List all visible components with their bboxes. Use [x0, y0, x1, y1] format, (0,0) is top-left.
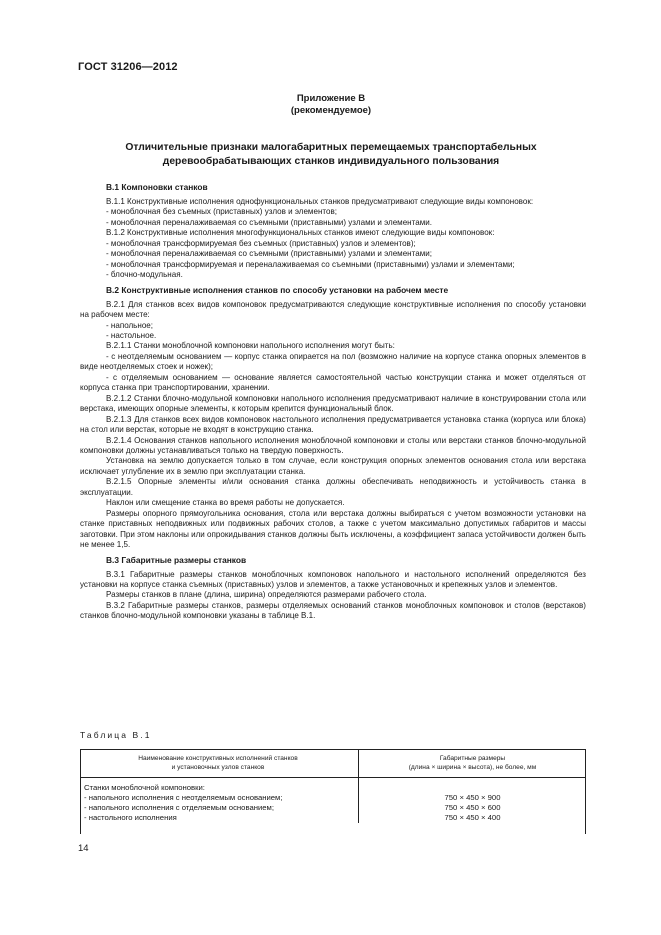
table-cell-name: Станки моноблочной компоновки: - напольного исполнения с неотделяемым основанием; - напольного исполнения с отделяемым основанием; - настольного исполнения [80, 778, 359, 824]
list-item: - напольное; [106, 320, 154, 330]
list-item: - с отделяемым основанием — основание является самостоятельной частью конструкции станка и может отделяться от корпуса станка при транспортировании, хранении. [80, 372, 586, 393]
list-item: - моноблочная трансформируемая и переналаживаемая со съемными (приставными) узлами и элементами; [106, 259, 515, 269]
table-header-row [80, 749, 586, 778]
list-item: - моноблочная трансформируемая без съемных (приставных) узлов и элементов); [106, 238, 416, 248]
paragraph-b3-plan: Размеры станков в плане (длина, ширина) определяются размерами рабочего стола. [106, 590, 427, 600]
paragraph-b2-1-2: В.2.1.2 Станки блочно-модульной компоновки напольного исполнения предусматривают наличие в конструировании стола или верстака, имеющих опорные элементы, к которым крепится функциональный блок. [80, 393, 586, 414]
table-caption: Таблица В.1 [80, 730, 152, 740]
paragraph-b2-1: В.2.1 Для станков всех видов компоновок предусматриваются следующие конструктивные исполнения по способу установки на рабочем месте: [80, 299, 586, 320]
list-item: - моноблочная переналаживаемая со съемными (приставными) узлами и элементами. [106, 217, 432, 227]
paragraph-b1-1: В.1.1 Конструктивные исполнения однофункциональных станков предусматривают следующие виды компоновок: [106, 197, 534, 206]
page-number: 14 [78, 843, 89, 854]
paragraph-b1-2: В.1.2 Конструктивные исполнения многофункциональных станков имеют следующие виды компоновок: [106, 228, 495, 238]
annex-title: Приложение В [296, 93, 366, 104]
main-title-line2: деревообрабатывающих станков индивидуального пользования [162, 156, 500, 167]
section-heading-b1: В.1 Компоновки станков [106, 182, 208, 192]
paragraph-b2-ground: Установка на землю допускается только в том случае, если конструкция опорных элементов основания стола или верстака исключает углубление их в землю при эксплуатации станка. [80, 456, 586, 476]
document-body [80, 182, 586, 622]
column-header-dimensions: Габаритные размеры (длина × ширина × высота), не более, мм [359, 749, 587, 778]
paragraph-b2-1-1: В.2.1.1 Станки моноблочной компоновки напольного исполнения могут быть: [106, 341, 395, 351]
section-heading-b2: В.2 Конструктивные исполнения станков по способу установки на рабочем месте [106, 284, 449, 295]
paragraph-b3-2: В.3.2 Габаритные размеры станков, размеры отделяемых оснований станков моноблочных компоновок и столов (верстаков) станков блочно-модульной компоновки указаны в таблице В.1. [80, 600, 586, 621]
document-code: ГОСТ 31206—2012 [78, 61, 178, 73]
paragraph-b2-1-5: В.2.1.5 Опорные элементы и/или основания станка должны обеспечивать неподвижность и устойчивость станка в эксплуатации. [80, 477, 586, 497]
main-title [78, 141, 584, 169]
list-item: - настольное. [106, 330, 157, 340]
list-item: - с неотделяемым основанием — корпус станка опирается на пол (возможно наличие на корпусе станка опорных элементов в виде неотделяемых стоек и ножек); [80, 351, 586, 372]
list-item: - моноблочная переналаживаемая со съемными (приставными) узлами и элементами; [106, 249, 432, 259]
table-cell-dimensions: 750 × 450 × 900 750 × 450 × 600 750 × 450 × 400 [444, 793, 501, 822]
main-title-line1: Отличительные признаки малогабаритных перемещаемых транспортабельных [125, 142, 537, 153]
section-heading-b3: В.3 Габаритные размеры станков [106, 554, 247, 565]
table-row [80, 778, 586, 824]
column-header-name: Наименование конструктивных исполнений станков и установочных узлов станков [80, 749, 359, 778]
paragraph-b2-tilt: Наклон или смещение станка во время работы не допускается. [106, 498, 345, 508]
annex-subtitle: (рекомендуемое) [290, 105, 372, 116]
paragraph-b2-1-3: В.2.1.3 Для станков всех видов компоновок настольного исполнения предусматривается установка станка (корпуса или блока) на стол или верстак, которые не входят в конструкцию станка. [80, 414, 586, 435]
list-item: - моноблочная без съемных (приставных) узлов и элементов; [106, 207, 337, 217]
paragraph-b2-dimensions: Размеры опорного прямоугольника основания, стола или верстака должны выбираться с учетом возможности установки на станке приставных неподвижных или подвижных рабочих столов, а также с учетом максимально допустимых габаритов и массы заготовки. При этом наклоны или опрокидывания станков должны быть исключены, а коэффициент запаса устойчивости должен быть не менее 1,5. [80, 508, 586, 550]
dimensions-table [80, 749, 586, 823]
paragraph-b2-1-4: В.2.1.4 Основания станков напольного исполнения моноблочной компоновки и столы или верстаки станков блочно-модульной компоновки должны устанавливаться только на твердую поверхность. [80, 435, 586, 455]
paragraph-b3-1: В.3.1 Габаритные размеры станков моноблочных компоновок напольного и настольного исполнений определяются без установки на корпусе станка съемных (приставных) узлов и элементов, а также установочных и крепежных узлов и элементов. [80, 569, 586, 589]
annex-heading [78, 93, 584, 117]
list-item: - блочно-модульная. [106, 270, 183, 280]
